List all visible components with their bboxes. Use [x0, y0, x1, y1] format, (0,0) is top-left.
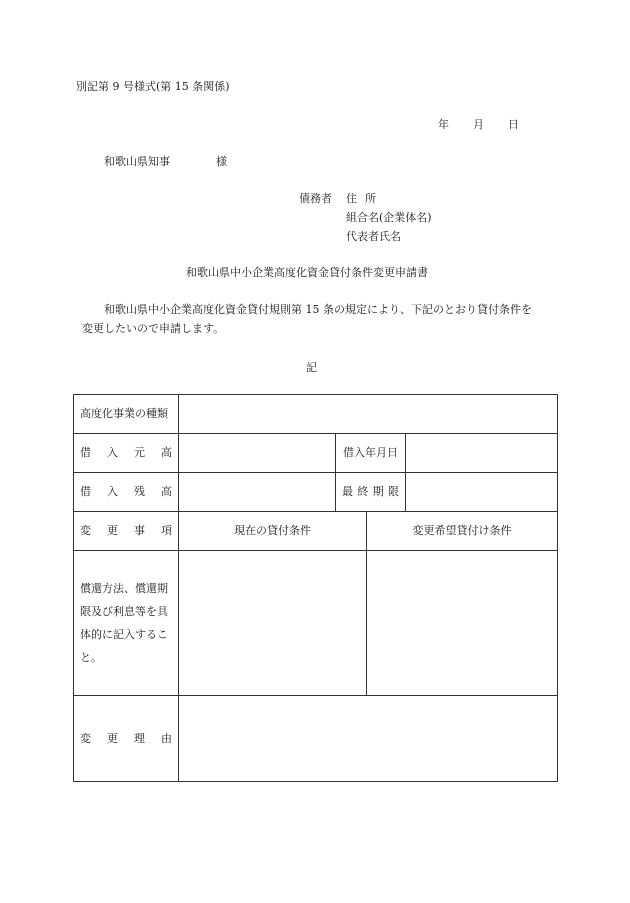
address-label-char-1: 住	[346, 192, 357, 205]
borrowed-amount-field[interactable]	[179, 434, 336, 473]
reason-char: 理	[134, 731, 145, 745]
project-type-field[interactable]	[179, 395, 558, 434]
body-text-line-2: 変更したいので申請します。	[82, 322, 225, 335]
change-item-char: 項	[161, 524, 172, 537]
applicant-label: 債務者	[299, 192, 332, 205]
borrowed-amount-char: 高	[161, 446, 172, 459]
remaining-label	[74, 473, 179, 512]
change-item-char: 更	[107, 524, 118, 537]
form-number: 別記第 9 号様式(第 15 条関係)	[76, 80, 230, 93]
date-line	[438, 118, 519, 132]
remaining-char: 入	[107, 485, 118, 498]
reason-char: 更	[107, 731, 118, 745]
reason-char: 変	[80, 731, 91, 745]
row-change-item	[74, 512, 558, 551]
borrow-date-label: 借入年月日	[336, 434, 406, 473]
remaining-char: 高	[161, 485, 172, 498]
final-deadline-char: 限	[387, 485, 399, 498]
recipient	[104, 155, 227, 169]
borrowed-amount-char: 入	[107, 446, 118, 459]
row-details	[74, 551, 558, 696]
recipient-name: 和歌山県知事	[104, 155, 170, 168]
date-month: 月	[473, 118, 484, 131]
project-type-label: 高度化事業の種類	[74, 395, 179, 434]
borrow-date-field[interactable]	[406, 434, 558, 473]
final-deadline-label	[336, 473, 406, 512]
change-item-char: 事	[134, 524, 145, 537]
desired-conditions-field[interactable]	[367, 551, 558, 696]
change-item-char: 変	[80, 524, 91, 537]
recipient-honorific: 様	[216, 155, 227, 168]
final-deadline-field[interactable]	[406, 473, 558, 512]
instruction-note: 償還方法、償還期限及び利息等を具体的に記入すること。	[80, 582, 168, 664]
date-day: 日	[508, 118, 519, 131]
final-deadline-char: 期	[372, 485, 384, 498]
body-text-line-1: 和歌山県中小企業高度化資金貸付規則第 15 条の規定により、下記のとおり貸付条件を	[104, 303, 532, 316]
remaining-char: 残	[134, 485, 145, 498]
row-project-type	[74, 395, 558, 434]
reason-label	[74, 696, 179, 782]
row-borrowed-amount	[74, 434, 558, 473]
reason-char: 由	[161, 731, 172, 745]
reason-field[interactable]	[179, 696, 558, 782]
document-title: 和歌山県中小企業高度化資金貸付条件変更申請書	[186, 266, 428, 279]
current-conditions-field[interactable]	[179, 551, 367, 696]
final-deadline-char: 最	[342, 485, 353, 498]
address-label-char-2: 所	[365, 192, 376, 205]
change-item-label	[74, 512, 179, 551]
applicant-address-label	[346, 192, 376, 206]
borrowed-amount-label	[74, 434, 179, 473]
final-deadline-char: 終	[357, 485, 369, 498]
current-conditions-header: 現在の貸付条件	[179, 512, 367, 551]
borrowed-amount-char: 元	[134, 446, 145, 459]
applicant-org-label: 組合名(企業体名)	[346, 211, 432, 224]
application-table	[73, 394, 558, 782]
remaining-field[interactable]	[179, 473, 336, 512]
row-remaining	[74, 473, 558, 512]
ki-heading: 記	[306, 361, 317, 374]
remaining-char: 借	[80, 485, 91, 498]
instruction-note-cell	[74, 551, 179, 696]
borrowed-amount-char: 借	[80, 446, 91, 459]
desired-conditions-header: 変更希望貸付け条件	[367, 512, 558, 551]
date-year: 年	[438, 118, 449, 131]
row-reason	[74, 696, 558, 782]
applicant-rep-label: 代表者氏名	[346, 230, 401, 243]
